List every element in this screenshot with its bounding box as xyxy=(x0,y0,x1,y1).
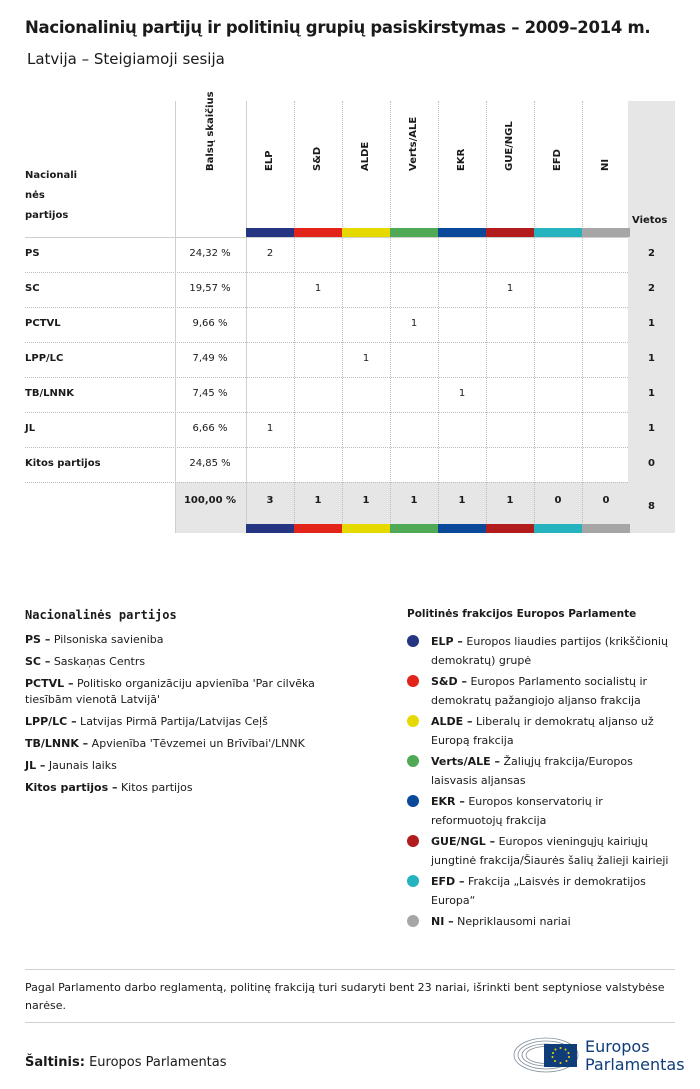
votes-column-header: Balsų skaičius xyxy=(205,91,216,171)
legend-text: Frakcija „Laisvės ir demokratijos Europa“ xyxy=(431,875,646,907)
legend-group-item xyxy=(407,872,675,910)
group-color-bar xyxy=(294,524,342,533)
group-divider xyxy=(534,101,535,533)
group-header-vertsale: Verts/ALE xyxy=(408,116,419,171)
total-group-seats: 1 xyxy=(410,495,418,506)
group-color-dot-icon xyxy=(407,835,419,847)
legend-key: LPP/LC – xyxy=(25,715,77,728)
legend-key: NI – xyxy=(431,915,454,928)
seats-value: 1 xyxy=(648,388,655,399)
legend-key: TB/LNNK – xyxy=(25,737,89,750)
legend-parties xyxy=(25,632,365,802)
party-name: SC xyxy=(25,283,40,294)
votes-value: 7,45 % xyxy=(192,388,228,399)
legend-group-item xyxy=(407,632,675,670)
legend-groups-title: Politinės frakcijos Europos Parlamente xyxy=(407,608,637,620)
legend-text: Apvienība 'Tēvzemei un Brīvībai'/LNNK xyxy=(88,737,305,750)
group-color-bar xyxy=(534,228,582,237)
total-group-seats: 1 xyxy=(314,495,322,506)
group-color-bar xyxy=(486,228,534,237)
seat-count: 1 xyxy=(410,318,418,329)
group-header-sd: S&D xyxy=(312,146,323,171)
group-color-bar xyxy=(582,228,630,237)
row-divider xyxy=(25,342,628,343)
legend-key: Kitos partijos – xyxy=(25,781,118,794)
legend-group-item xyxy=(407,752,675,790)
seat-count: 1 xyxy=(314,283,322,294)
seat-count: 1 xyxy=(362,353,370,364)
group-color-dot-icon xyxy=(407,635,419,647)
group-header-elp: ELP xyxy=(264,150,275,171)
group-color-bar xyxy=(486,524,534,533)
legend-key: SC – xyxy=(25,655,51,668)
seat-count: 1 xyxy=(458,388,466,399)
legend-text: Europos vieningųjų kairiųjų jungtinė frakcija/Šiaurės šalių žalieji kairieji xyxy=(431,835,669,867)
footnote: Pagal Parlamento darbo reglamentą, politinę frakciją turi sudaryti bent 23 nariai, išrinkti bent septyniose valstybėse narėse. xyxy=(25,981,665,1012)
legend-party-item xyxy=(25,714,365,730)
legend-party-item xyxy=(25,676,365,708)
group-color-bar xyxy=(246,228,294,237)
legend-text: Europos konservatorių ir reformuotojų frakcija xyxy=(431,795,603,827)
row-divider xyxy=(25,447,628,448)
legend-key: PS – xyxy=(25,633,51,646)
source-line xyxy=(25,1055,227,1070)
group-color-dot-icon xyxy=(407,795,419,807)
group-divider xyxy=(294,101,295,533)
total-group-seats: 1 xyxy=(506,495,514,506)
legend-party-item xyxy=(25,736,365,752)
seats-value: 1 xyxy=(648,423,655,434)
legend-groups xyxy=(407,632,675,933)
legend-text: Latvijas Pirmā Partija/Latvijas Ceļš xyxy=(76,715,268,728)
row-divider xyxy=(25,482,628,483)
legend-group-item xyxy=(407,792,675,830)
legend-key: Verts/ALE – xyxy=(431,755,500,768)
legend-text: Politisko organizāciju apvienība 'Par cilvēka tiesībām vienotā Latvijā' xyxy=(25,677,315,706)
legend-text: Europos Parlamento socialistų ir demokratų pažangiojo aljanso frakcija xyxy=(431,675,648,707)
seat-count: 2 xyxy=(266,248,274,259)
row-divider xyxy=(25,412,628,413)
votes-value: 19,57 % xyxy=(189,283,231,294)
group-color-dot-icon xyxy=(407,875,419,887)
seats-value: 0 xyxy=(648,458,655,469)
group-color-bar xyxy=(534,524,582,533)
legend-party-item xyxy=(25,632,365,648)
party-column-header: Nacionali nės partijos xyxy=(25,170,78,221)
group-color-bar xyxy=(390,228,438,237)
votes-value: 24,85 % xyxy=(189,458,231,469)
votes-value: 7,49 % xyxy=(192,353,228,364)
legend-key: EKR – xyxy=(431,795,465,808)
seats-value: 2 xyxy=(648,248,655,259)
party-name: TB/LNNK xyxy=(25,388,74,399)
total-group-seats: 0 xyxy=(602,495,610,506)
party-name: PS xyxy=(25,248,40,259)
total-group-seats: 3 xyxy=(266,495,274,506)
legend-key: GUE/NGL – xyxy=(431,835,496,848)
votes-value: 24,32 % xyxy=(189,248,231,259)
row-divider xyxy=(25,377,628,378)
group-color-bar xyxy=(582,524,630,533)
row-divider xyxy=(25,272,628,273)
group-header-efd: EFD xyxy=(552,149,563,171)
group-color-bar xyxy=(342,524,390,533)
logo-line-1: Europos xyxy=(585,1037,650,1056)
legend-key: EFD – xyxy=(431,875,465,888)
group-divider xyxy=(438,101,439,533)
legend-text: Saskaņas Centrs xyxy=(50,655,146,668)
group-color-bar xyxy=(438,524,486,533)
group-divider xyxy=(390,101,391,533)
group-color-dot-icon xyxy=(407,755,419,767)
legend-key: JL – xyxy=(25,759,46,772)
header-rule xyxy=(25,237,628,238)
ep-logo-text xyxy=(585,1038,685,1074)
group-color-bar xyxy=(294,228,342,237)
seats-value: 1 xyxy=(648,353,655,364)
group-header-guengl: GUE/NGL xyxy=(504,121,515,171)
votes-value: 9,66 % xyxy=(192,318,228,329)
divider xyxy=(25,1022,675,1023)
group-divider xyxy=(486,101,487,533)
legend-text: Nepriklausomi nariai xyxy=(453,915,571,928)
group-color-bar xyxy=(390,524,438,533)
legend-text: Kitos partijos xyxy=(117,781,193,794)
page-title: Nacionalinių partijų ir politinių grupių pasiskirstymas – 2009–2014 m. xyxy=(25,18,651,37)
party-name: LPP/LC xyxy=(25,353,64,364)
group-color-bar xyxy=(246,524,294,533)
group-header-alde: ALDE xyxy=(360,141,371,171)
legend-key: S&D – xyxy=(431,675,467,688)
source-label: Šaltinis: xyxy=(25,1055,85,1070)
page-subtitle: Latvija – Steigiamoji sesija xyxy=(27,50,225,68)
legend-party-item xyxy=(25,654,365,670)
distribution-table xyxy=(25,91,675,533)
legend-text: Europos liaudies partijos (krikščionių demokratų) grupė xyxy=(431,635,668,667)
group-color-dot-icon xyxy=(407,675,419,687)
legend-party-item xyxy=(25,758,365,774)
group-color-bar xyxy=(342,228,390,237)
seats-value: 2 xyxy=(648,283,655,294)
legend-party-item xyxy=(25,780,365,796)
source-value: Europos Parlamentas xyxy=(89,1055,227,1070)
group-divider xyxy=(342,101,343,533)
votes-value: 6,66 % xyxy=(192,423,228,434)
legend-text: Liberalų ir demokratų aljanso už Europą frakcija xyxy=(431,715,654,747)
legend-key: ALDE – xyxy=(431,715,473,728)
group-divider xyxy=(582,101,583,533)
logo-line-2: Parlamentas xyxy=(585,1055,685,1074)
divider xyxy=(25,969,675,970)
legend-key: ELP – xyxy=(431,635,463,648)
legend-text: Jaunais laiks xyxy=(45,759,117,772)
group-header-ekr: EKR xyxy=(456,148,467,171)
seat-count: 1 xyxy=(266,423,274,434)
group-color-dot-icon xyxy=(407,715,419,727)
legend-group-item xyxy=(407,832,675,870)
legend-text: Žaliųjų frakcija/Europos laisvasis aljansas xyxy=(431,755,633,787)
group-color-bar xyxy=(438,228,486,237)
total-seats: 8 xyxy=(648,501,655,512)
legend-group-item xyxy=(407,912,675,931)
legend-text: Pilsoniska savieniba xyxy=(50,633,164,646)
party-name: JL xyxy=(25,423,36,434)
seats-value: 1 xyxy=(648,318,655,329)
total-group-seats: 1 xyxy=(362,495,370,506)
legend-group-item xyxy=(407,712,675,750)
legend-parties-title: Nacionalinės partijos xyxy=(25,608,177,622)
votes-divider xyxy=(246,101,247,533)
total-group-seats: 1 xyxy=(458,495,466,506)
row-divider xyxy=(25,307,628,308)
party-name: PCTVL xyxy=(25,318,61,329)
group-color-dot-icon xyxy=(407,915,419,927)
seats-column-header: Vietos xyxy=(632,215,668,226)
total-votes: 100,00 % xyxy=(183,495,237,506)
legend-key: PCTVL – xyxy=(25,677,74,690)
total-group-seats: 0 xyxy=(554,495,562,506)
group-header-ni: NI xyxy=(600,158,611,171)
seat-count: 1 xyxy=(506,283,514,294)
party-name: Kitos partijos xyxy=(25,458,101,469)
legend-group-item xyxy=(407,672,675,710)
